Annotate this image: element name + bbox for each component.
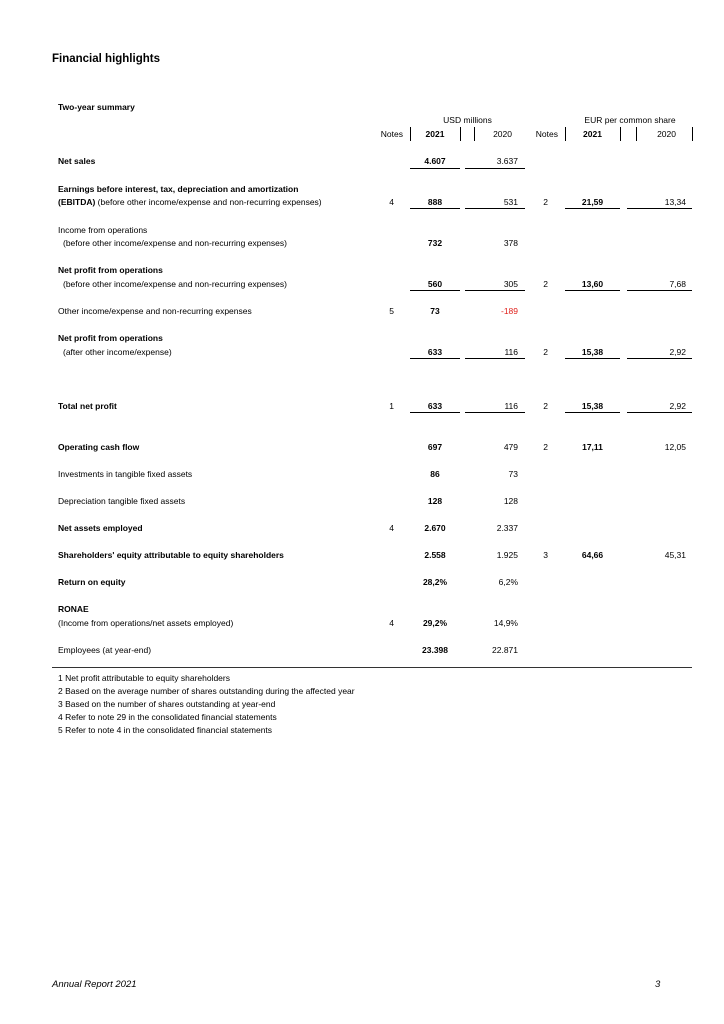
- usd-2021-value: 697: [427, 442, 443, 452]
- usd-2021-value: 28,2%: [422, 577, 448, 587]
- usd-2021-value: 29,2%: [422, 618, 448, 628]
- underline: [565, 358, 620, 359]
- row-label: Total net profit: [58, 401, 117, 411]
- note2-ref: 2: [543, 197, 548, 207]
- usd-2021-value: 73: [430, 306, 440, 316]
- footnote: 3 Based on the number of shares outstanding at year-end: [58, 699, 276, 709]
- underline: [627, 208, 692, 209]
- page-title: Financial highlights: [52, 53, 160, 65]
- usd-2020-value: 305: [503, 279, 518, 289]
- row-label: Employees (at year-end): [58, 645, 152, 655]
- row-label: Net sales: [58, 156, 96, 166]
- underline: [465, 358, 525, 359]
- note-ref: 4: [389, 197, 394, 207]
- usd-2021-value: 633: [427, 347, 443, 357]
- row-label: Investments in tangible fixed assets: [58, 469, 193, 479]
- footnote: 5 Refer to note 4 in the consolidated financial statements: [58, 725, 273, 735]
- underline: [410, 168, 460, 169]
- usd-2021-value: 560: [427, 279, 443, 289]
- row-label: Depreciation tangible fixed assets: [58, 496, 186, 506]
- usd-2020-value: 22.871: [492, 645, 518, 655]
- usd-2020-value: 116: [504, 347, 518, 357]
- usd-2020-value: 1.925: [496, 550, 518, 560]
- column-divider: [620, 127, 621, 141]
- table-bottom-rule: [52, 667, 692, 668]
- eur-2020-value: 13,34: [664, 197, 686, 207]
- footer-report-name: Annual Report 2021: [52, 979, 137, 990]
- column-divider: [692, 127, 693, 141]
- underline: [465, 290, 525, 291]
- usd-2021-value: 888: [427, 197, 443, 207]
- eur-2020-value: 45,31: [664, 550, 686, 560]
- usd-2020-value: 2.337: [496, 523, 518, 533]
- note2-ref: 2: [543, 401, 548, 411]
- note-ref: 1: [389, 401, 394, 411]
- eur-2020-value: 12,05: [664, 442, 686, 452]
- row-sublabel: (before other income/expense and non-recurring expenses): [63, 279, 287, 289]
- underline: [565, 412, 620, 413]
- row-label: Shareholders' equity attributable to equity shareholders: [58, 550, 284, 560]
- eur-2021-value: 15,38: [581, 347, 604, 357]
- table-title: Two-year summary: [58, 102, 135, 112]
- eur-2021-header: 2021: [583, 129, 602, 139]
- underline: [565, 208, 620, 209]
- row-label: Net assets employed: [58, 523, 143, 533]
- note2-ref: 2: [543, 442, 548, 452]
- row-label: Return on equity: [58, 577, 126, 587]
- note-ref: 5: [389, 306, 394, 316]
- usd-2020-value: 14,9%: [493, 618, 518, 628]
- underline: [465, 412, 525, 413]
- underline: [465, 208, 525, 209]
- row-label: Net profit from operations: [58, 333, 163, 343]
- notes2-header: Notes: [535, 129, 558, 139]
- usd-2021-value: 2.670: [424, 523, 446, 533]
- usd-2020-value: 73: [508, 469, 518, 479]
- underline: [565, 290, 620, 291]
- eur-group-header: EUR per common share: [584, 115, 676, 125]
- column-divider: [460, 127, 461, 141]
- row-label: Earnings before interest, tax, depreciation and amortization: [58, 184, 299, 194]
- underline: [627, 358, 692, 359]
- row-label: Operating cash flow: [58, 442, 140, 452]
- usd-2021-value: 23.398: [422, 645, 448, 655]
- eur-2020-value: 7,68: [669, 279, 686, 289]
- note-ref: 4: [389, 618, 394, 628]
- usd-2020-value: 479: [503, 442, 518, 452]
- underline: [410, 208, 460, 209]
- eur-2021-value: 64,66: [581, 550, 604, 560]
- row-sublabel: (after other income/expense): [63, 347, 172, 357]
- eur-2021-value: 15,38: [581, 401, 604, 411]
- usd-2021-value: 128: [427, 496, 443, 506]
- eur-2020-value: 2,92: [669, 347, 686, 357]
- notes-header: Notes: [380, 129, 403, 139]
- row-sublabel: (before other income/expense and non-recurring expenses): [63, 238, 287, 248]
- footnote: 1 Net profit attributable to equity shareholders: [58, 673, 230, 683]
- row-label: RONAE: [58, 604, 89, 614]
- note2-ref: 3: [543, 550, 548, 560]
- underline: [627, 412, 692, 413]
- footnote: 2 Based on the average number of shares outstanding during the affected year: [58, 686, 355, 696]
- eur-2021-value: 21,59: [581, 197, 604, 207]
- usd-2020-value: 3.637: [496, 156, 518, 166]
- usd-2021-value: 732: [427, 238, 443, 248]
- underline: [410, 358, 460, 359]
- usd-2020-value: 531: [503, 197, 518, 207]
- note2-ref: 2: [543, 347, 548, 357]
- eur-2021-value: 17,11: [582, 442, 603, 452]
- usd-2020-value: 6,2%: [498, 577, 518, 587]
- eur-2020-value: 2,92: [669, 401, 686, 411]
- usd-group-header: USD millions: [443, 115, 492, 125]
- row-sublabel: (EBITDA) (before other income/expense and non-recurring expenses): [58, 197, 322, 207]
- usd-2020-value: 116: [504, 401, 518, 411]
- note2-ref: 2: [543, 279, 548, 289]
- usd-2021-value: 633: [427, 401, 443, 411]
- underline: [627, 290, 692, 291]
- underline: [410, 290, 460, 291]
- eur-2021-value: 13,60: [581, 279, 604, 289]
- underline: [410, 412, 460, 413]
- usd-2021-header: 2021: [425, 129, 445, 139]
- usd-2021-value: 86: [430, 469, 440, 479]
- row-label: Other income/expense and non-recurring expenses: [58, 306, 252, 316]
- row-label: Net profit from operations: [58, 265, 163, 275]
- usd-2020-header: 2020: [493, 129, 512, 139]
- usd-2021-value: 4.607: [424, 156, 446, 166]
- row-sublabel: (Income from operations/net assets employed): [58, 618, 234, 628]
- footnote: 4 Refer to note 29 in the consolidated financial statements: [58, 712, 277, 722]
- usd-2020-value: 128: [503, 496, 518, 506]
- usd-2021-value: 2.558: [424, 550, 446, 560]
- underline: [465, 168, 525, 169]
- note-ref: 4: [389, 523, 394, 533]
- usd-2020-value: -189: [500, 306, 518, 316]
- page-number: 3: [655, 979, 661, 990]
- row-label: Income from operations: [58, 225, 148, 235]
- eur-2020-header: 2020: [657, 129, 676, 139]
- usd-2020-value: 378: [503, 238, 518, 248]
